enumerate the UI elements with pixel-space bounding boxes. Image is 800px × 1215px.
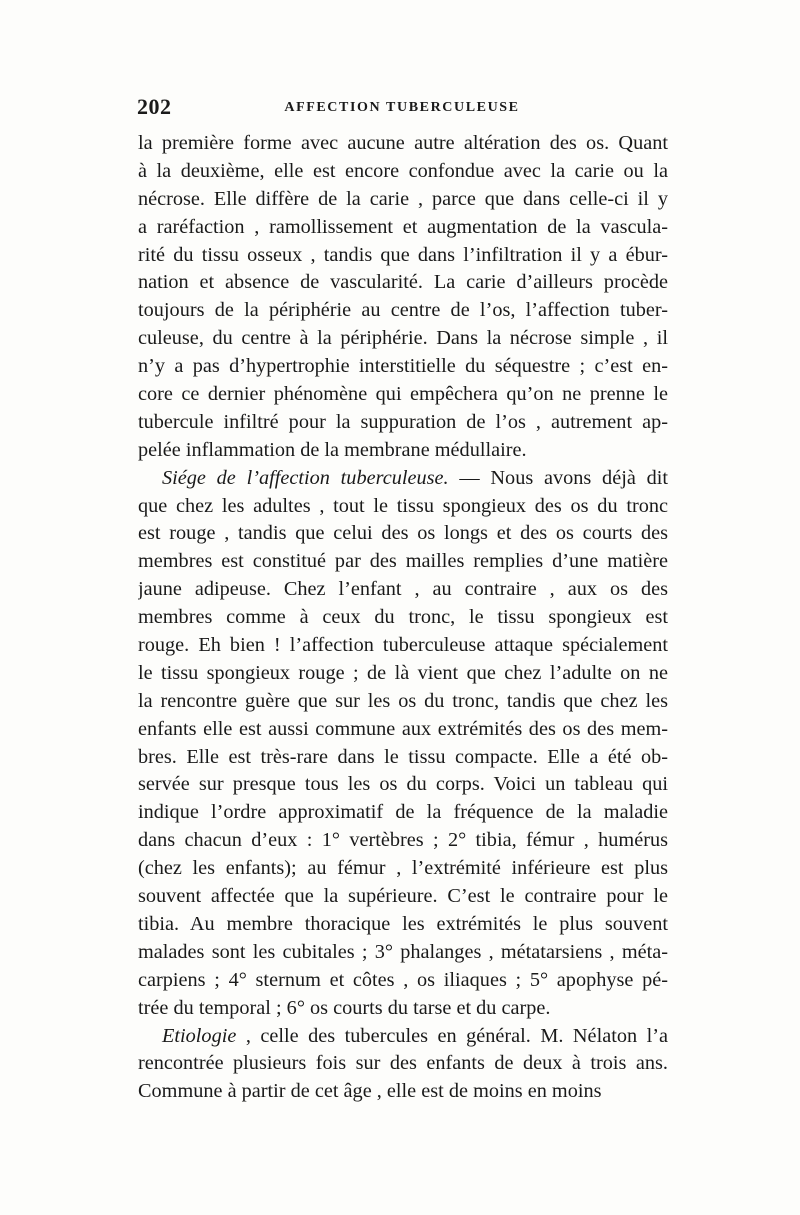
text-line: nécrose. Elle diffère de la carie , parce que dans celle-ci il y	[138, 187, 668, 210]
text-line: à la deuxième, elle est encore confondue avec la carie ou la	[138, 159, 668, 182]
text-line: core ce dernier phénomène qui empêchera qu’on ne prenne le	[138, 383, 668, 406]
text-line: a raréfaction , ramollissement et augmentation de la vascula-	[138, 215, 668, 238]
line-text: — Nous avons déjà dit	[448, 466, 668, 489]
text-line: membres est constitué par des mailles remplies d’une matière	[138, 550, 668, 573]
text-line: enfants elle est aussi commune aux extrémités des os des mem-	[138, 717, 668, 740]
running-title: AFFECTION TUBERCULEUSE	[284, 100, 520, 115]
text-line: souvent affectée que la supérieure. C’est le contraire pour le	[138, 885, 668, 908]
text-line: malades sont les cubitales ; 3° phalanges , métatarsiens , méta-	[138, 940, 668, 963]
text-line: bres. Elle est très-rare dans le tissu compacte. Elle a été ob-	[138, 745, 668, 768]
text-line: (chez les enfants); au fémur , l’extrémité inférieure est plus	[138, 857, 668, 880]
line-text: , celle des tubercules en général. M. Nélaton l’a	[236, 1024, 668, 1047]
text-line: la première forme avec aucune autre altération des os. Quant	[138, 132, 668, 154]
text-line: rité du tissu osseux , tandis que dans l’infiltration il y a ébur-	[138, 243, 668, 266]
text-line: carpiens ; 4° sternum et côtes , os iliaques ; 5° apophyse pé-	[138, 968, 668, 991]
text-line: jaune adipeuse. Chez l’enfant , au contraire , aux os des	[138, 578, 668, 601]
text-line: tubercule infiltré pour la suppuration de l’os , autrement ap-	[138, 410, 668, 433]
text-line: la rencontre guère que sur les os du tronc, tandis que chez les	[138, 689, 668, 712]
text-line: culeuse, du centre à la périphérie. Dans la nécrose simple , il	[138, 327, 668, 350]
text-line: pelée inflammation de la membrane médullaire.	[138, 438, 527, 461]
text-line: tibia. Au membre thoracique les extrémités le plus souvent	[138, 912, 668, 935]
body-text	[138, 130, 668, 1106]
text-line: Commune à partir de cet âge , elle est de moins en moins	[138, 1080, 602, 1103]
text-line: trée du temporal ; 6° os courts du tarse et du carpe.	[138, 996, 551, 1019]
text-line: le tissu spongieux rouge ; de là vient que chez l’adulte on ne	[138, 661, 668, 684]
italic-heading: Siége de l’affection tuberculeuse.	[162, 466, 449, 489]
text-line: rouge. Eh bien ! l’affection tuberculeuse attaque spécialement	[138, 634, 668, 657]
italic-heading: Etiologie	[162, 1024, 237, 1047]
text-line: toujours de la périphérie au centre de l’os, l’affection tuber-	[138, 299, 668, 322]
text-line: dans chacun d’eux : 1° vertèbres ; 2° tibia, fémur , humérus	[138, 829, 668, 852]
text-line: indique l’ordre approximatif de la fréquence de la maladie	[138, 801, 668, 824]
page-header	[137, 94, 667, 124]
text-line: n’y a pas d’hypertrophie interstitielle du séquestre ; c’est en-	[138, 355, 668, 378]
text-line: est rouge , tandis que celui des os longs et des os courts des	[138, 522, 668, 545]
text-line	[138, 465, 668, 493]
text-line: nation et absence de vascularité. La carie d’ailleurs procède	[138, 271, 668, 294]
text-line	[138, 1023, 668, 1051]
text-line: servée sur presque tous les os du corps. Voici un tableau qui	[138, 773, 668, 796]
text-line: rencontrée plusieurs fois sur des enfants de deux à trois ans.	[138, 1052, 668, 1075]
page-number: 202	[137, 94, 172, 119]
text-line: que chez les adultes , tout le tissu spongieux des os du tronc	[138, 494, 668, 517]
text-line: membres comme à ceux du tronc, le tissu spongieux est	[138, 606, 668, 629]
